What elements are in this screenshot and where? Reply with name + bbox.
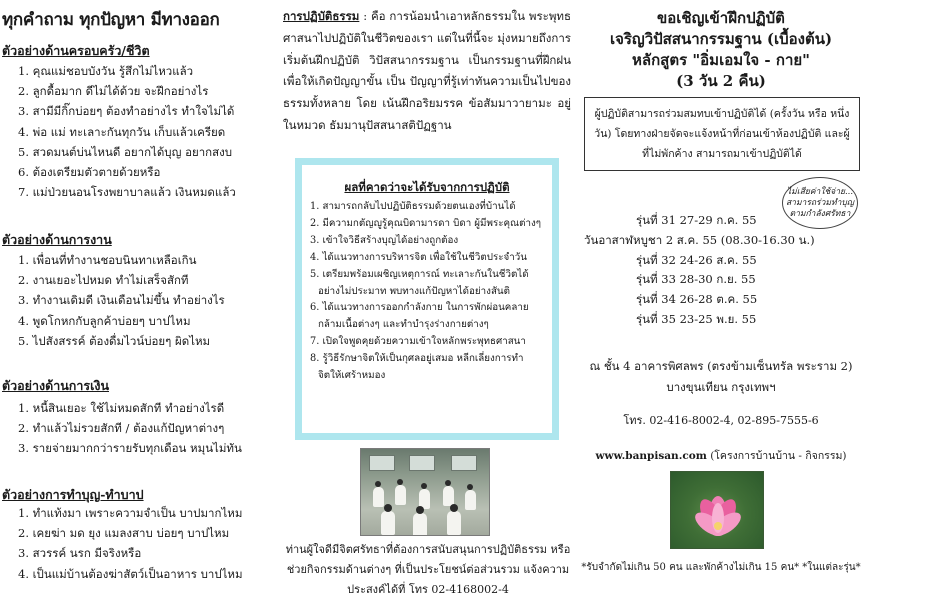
photo-head xyxy=(384,504,392,512)
schedule-list xyxy=(580,211,862,330)
course-title xyxy=(580,8,862,92)
lotus-icon xyxy=(671,472,764,549)
photo-person xyxy=(395,485,406,505)
list-item: 3. รายจ่ายมากกว่ารายรับทุกเดือน หมุนไม่ทัน xyxy=(18,441,242,456)
schedule-row: รุ่นที่ 34 26-28 ต.ค. 55 xyxy=(636,292,758,307)
intro-label: การปฏิบัติธรรม xyxy=(283,9,360,23)
benefits-title: ผลที่คาดว่าจะได้รับจากการปฏิบัติ xyxy=(344,180,510,194)
website-url[interactable]: www.banpisan.com xyxy=(595,450,707,462)
website-label: (โครงการบ้านบ้าน - กิจกรรม) xyxy=(706,450,847,462)
list-item: 5. เตรียมพร้อมเผชิญเหตุการณ์ ทะเลาะกันในชีวิตได้ xyxy=(310,268,529,280)
list-item: 3. สวรรค์ นรก มีจริงหรือ xyxy=(18,546,142,561)
list-item: 3. สามีมีกิ๊กบ่อยๆ ต้องทำอย่างไร ทำใจไม่ได้ xyxy=(18,104,235,119)
list-item: 5. ไปสังสรรค์ ต้องดื่มไวน์บ่อยๆ ผิดไหม xyxy=(18,333,211,348)
list-item: 1. สามารถกลับไปปฏิบัติธรรมด้วยตนเองที่บ้านได้ xyxy=(310,201,516,212)
title-line: หลักสูตร "อิ่มเอมใจ - กาย" xyxy=(632,51,810,69)
photo-person xyxy=(465,490,476,510)
list-item: 3. เข้าใจวิธีสร้างบุญได้อย่างถูกต้อง xyxy=(310,234,459,246)
list-item: 1. คุณแม่ชอบบังวัน รู้สึกไม่ไหวแล้ว xyxy=(18,64,194,78)
list-item: 2. เคยฆ่า มด ยุง แมลงสาบ บ่อยๆ บาปไหม xyxy=(18,526,230,541)
benefits-list xyxy=(310,199,556,385)
schedule-row: รุ่นที่ 35 23-25 พ.ย. 55 xyxy=(636,311,757,326)
capacity-note: *รับจำกัดไม่เกิน 50 คน และพักค้างไม่เกิน 15 คน* *ในแต่ละรุ่น* xyxy=(581,562,861,573)
photo-window xyxy=(369,455,395,471)
lotus-flower-image xyxy=(670,471,764,549)
category-heading-family: ตัวอย่างด้านครอบครัว/ชีวิต xyxy=(2,43,150,58)
intro-paragraph xyxy=(283,6,571,137)
finance-question-list xyxy=(18,398,242,459)
list-item: 2. งานเยอะไปหมด ทำไม่เสร็จสักที xyxy=(18,273,189,288)
photo-head xyxy=(421,483,427,489)
benefits-box xyxy=(295,158,559,440)
schedule-row: รุ่นที่ 32 24-26 ส.ค. 55 xyxy=(636,252,757,267)
free-badge: ไม่เสียค่าใช้จ่าย... สามารถร่วมทำบุญ ตามกำลังศรัทธา xyxy=(782,177,858,229)
photo-head xyxy=(445,480,451,486)
family-question-list xyxy=(18,61,236,202)
list-item: 2. ลูกดื้อมาก ดีไม่ได้ด้วย จะฝึกอย่างไร xyxy=(18,84,209,99)
photo-person xyxy=(443,486,454,506)
list-item: 4. พูดโกหกกับลูกค้าบ่อยๆ บาปไหม xyxy=(18,313,191,328)
schedule-row: วันอาสาฬหบูชา 2 ส.ค. 55 (08.30-16.30 น.) xyxy=(584,232,815,247)
photo-head xyxy=(416,506,424,514)
photo-head xyxy=(375,481,381,487)
phone-number: โทร. 02-416-8002-4, 02-895-7555-6 xyxy=(623,414,819,427)
list-item: 6. ต้องเตรียมตัวตายด้วยหรือ xyxy=(18,165,161,180)
photo-head xyxy=(467,484,473,490)
list-item: กล้ามเนื้อต่างๆ และทำบำรุงร่างกายต่างๆ xyxy=(318,319,489,331)
photo-head xyxy=(397,479,403,485)
main-heading: ทุกคำถาม ทุกปัญหา มีทางออก xyxy=(2,10,220,30)
list-item: 4. เป็นแม่บ้านต้องฆ่าสัตว์เป็นอาหาร บาปไหม xyxy=(18,566,243,581)
work-question-list xyxy=(18,250,225,351)
list-item: 7. เปิดใจพูดคุยด้วยความเข้าใจหลักพระพุทธศาสนา xyxy=(310,336,526,348)
website xyxy=(580,447,862,464)
schedule-row: รุ่นที่ 31 27-29 ก.ค. 55 xyxy=(636,213,757,227)
photo-window xyxy=(409,455,435,471)
list-item: 1. หนี้สินเยอะ ใช้ไม่หมดสักที ทำอย่างไรดี xyxy=(18,401,225,415)
title-line: เจริญวิปัสสนากรรมฐาน (เบื้องต้น) xyxy=(609,30,833,48)
list-item: 7. แม่ป่วยนอนโรงพยาบาลแล้ว เงินหมดแล้ว xyxy=(18,185,236,200)
list-item: 6. ได้แนวทางการออกกำลังกาย ในการพักผ่อนคลาย xyxy=(310,302,529,314)
list-item: 3. ทำงานเดิมดี เงินเดือนไม่ขึ้น ทำอย่างไร xyxy=(18,293,225,308)
right-column xyxy=(580,0,929,600)
category-heading-work: ตัวอย่างด้านการงาน xyxy=(2,232,112,247)
participation-info-box: ผู้ปฏิบัติสามารถร่วมสมทบเข้าปฏิบัติได้ (ครั้งวัน หรือ หนึ่งวัน) โดยทางฝ่ายจัดจะแจ้งหน้าที่ก่อนเข้าห้องปฏิบัติ และผู้ที่ไม่พักค้าง สามารถมาเข้าปฏิบัติได้ xyxy=(584,97,860,171)
meditation-photo xyxy=(360,448,490,536)
left-column xyxy=(0,0,278,600)
photo-person xyxy=(447,511,461,535)
photo-person xyxy=(373,487,384,507)
list-item: 8. รู้วิธีรักษาจิตให้เป็นกุศลอยู่เสมอ หลีกเลี่ยงการทำ xyxy=(310,353,524,365)
merit-question-list xyxy=(18,503,243,584)
photo-window xyxy=(451,455,477,471)
donation-note: ท่านผู้ใจดีมีจิตศรัทธาที่ต้องการสนับสนุนการปฏิบัติธรรม หรือช่วยกิจกรรมด้านต่างๆ ที่เป็นประโยชน์ต่อส่วนรวม แจ้งความประสงค์ได้ที่ โทร 02-4168002-4 xyxy=(285,543,571,596)
list-item: 4. ได้แนวทางการบริหารจิต เพื่อใช้ในชีวิตประจำวัน xyxy=(310,251,527,263)
list-item: 5. สวดมนต์บ่นไหนดี อยากได้บุญ อยากสงบ xyxy=(18,144,233,159)
title-line: ขอเชิญเข้าฝึกปฏิบัติ xyxy=(657,9,785,27)
venue-address: ณ ชั้น 4 อาคารพิศลพร (ตรงข้ามเซ็นทรัล พระราม 2) บางขุนเทียน กรุงเทพฯ xyxy=(589,359,853,394)
list-item: จิตให้เศร้าหมอง xyxy=(318,370,386,382)
category-heading-merit: ตัวอย่างการทำบุญ-ทำบาป xyxy=(2,487,144,502)
intro-text: : คือ การน้อมนำเอาหลักธรรมใน พระพุทธศาสนาไปปฏิบัติในชีวิตของเรา แต่ในที่นี้จะ มุ่งหมายถึงการเริ่มต้นฝึกปฏิบัติ วิปัสสนากรรมฐาน เป็นกรรมฐานที่ฝึกฝน เพื่อให้เกิดปัญญาขั้น เป็น ปัญญาที่รู้เท่าทันความเป็นไปของธรรมทั้งหลาย โดย เน้นฝึกอริยมรรค ข้อสัมมาวายามะ อยู่ในหมวด ธัมมานุปัสสนาสติปัฏฐาน xyxy=(283,9,571,132)
photo-person xyxy=(381,511,395,535)
category-heading-finance: ตัวอย่างด้านการเงิน xyxy=(2,378,109,393)
list-item: อย่างไม่ประมาท พบทางแก้ปัญหาได้อย่างสันติ xyxy=(318,285,510,297)
middle-column xyxy=(283,0,573,600)
schedule-row: รุ่นที่ 33 28-30 ก.ย. 55 xyxy=(636,272,756,287)
list-item: 1. เพื่อนที่ทำงานชอบนินทาเหลือเกิน xyxy=(18,253,197,267)
list-item: 1. ทำแท้งมา เพราะความจำเป็น บาปมากไหม xyxy=(18,506,243,520)
list-item: 4. พ่อ แม่ ทะเลาะกันทุกวัน เก็บแล้วเครียด xyxy=(18,124,226,139)
photo-person xyxy=(413,513,427,536)
list-item: 2. ทำแล้วไม่รวยสักที / ต้องแก้ปัญหาต่างๆ xyxy=(18,421,225,436)
photo-head xyxy=(450,504,458,512)
list-item: 2. มีความกตัญญูรู้คุณบิดามารดา บิดา ผู้มีพระคุณต่างๆ xyxy=(310,217,542,229)
title-line: (3 วัน 2 คืน) xyxy=(676,72,766,90)
